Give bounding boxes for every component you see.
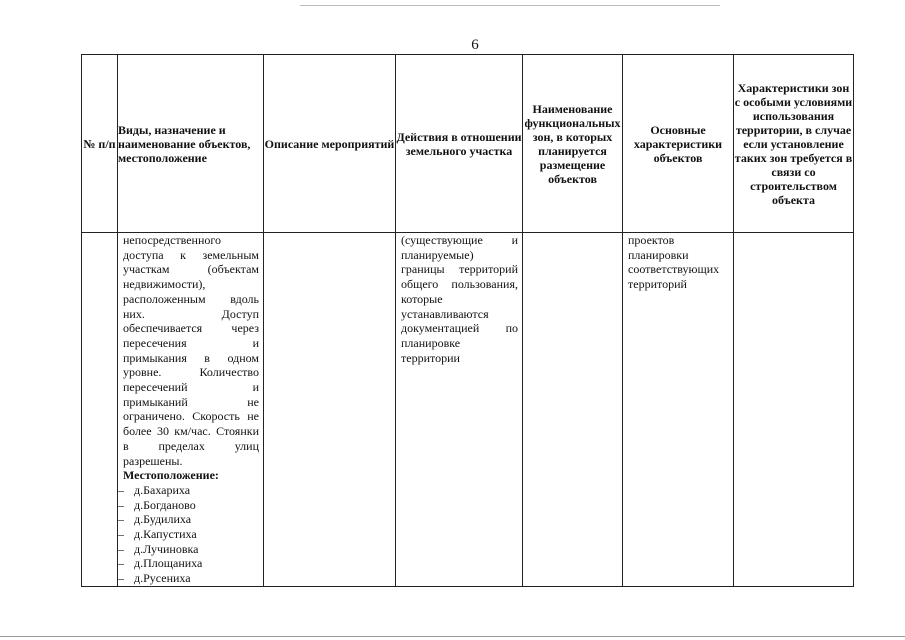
list-item: – д.Русениха [118,571,191,586]
dash-bullet-icon: – [118,512,124,527]
list-item: – д.Богданово [118,497,196,512]
list-item: – д.Капустиха [118,527,197,542]
header-number: № п/п [82,55,118,233]
cell-object-description [118,233,264,587]
dash-bullet-icon: – [118,571,124,586]
dash-bullet-icon: – [118,556,124,571]
main-characteristics-text: проектов планировки соответствующих территорий [628,233,720,292]
list-item: – д.Лучиновка [118,541,199,556]
header-main-characteristics: Основные характеристики объектов [623,55,734,233]
header-object-types: Виды, назначение и наименование объектов, местоположение [118,55,264,233]
location-title: Местоположение: [123,468,219,483]
location-list [118,483,263,586]
dash-bullet-icon: – [118,541,124,556]
list-item: – д.Будилиха [118,512,192,527]
dash-bullet-icon: – [118,527,124,542]
dash-bullet-icon: – [118,482,124,497]
table-header-row [82,55,854,233]
header-functional-zones: Наименование функциональных зон, в которых планируется размещение объектов [523,55,623,233]
header-measures: Описание мероприятий [264,55,396,233]
cell-land-actions [396,233,523,587]
object-description-text: непосредственного доступа к земельным участкам (объектам недвижимости), расположенным вдоль них. Доступ обеспечивается через пересечения и примыкания в одном уровне. Количество пересечений и примыканий не ограничено. Скорость не более 30 км/час. Стоянки в пределах улиц разрешены. [123,233,259,468]
header-special-zones: Характеристики зон с особыми условиями использования территории, в случае если установление таких зон требуется в связи со строительством объекта [734,55,854,233]
top-scan-line [300,5,720,6]
bottom-scan-line [0,636,905,637]
list-item: – д.Бахариха [118,482,191,497]
cell-main-characteristics [623,233,734,587]
list-item: – д.Площаниха [118,556,203,571]
cell-measures [264,233,396,587]
planning-table [81,54,854,587]
land-actions-text: (существующие и планируемые) границы территорий общего пользования, которые устанавливаются документацией по планировке территории [401,233,518,365]
cell-functional-zones [523,233,623,587]
cell-number [82,233,118,587]
table-row [82,233,854,587]
cell-special-zones [734,233,854,587]
header-land-actions: Действия в отношении земельного участка [396,55,523,233]
dash-bullet-icon: – [118,497,124,512]
page-number: 6 [471,37,479,53]
